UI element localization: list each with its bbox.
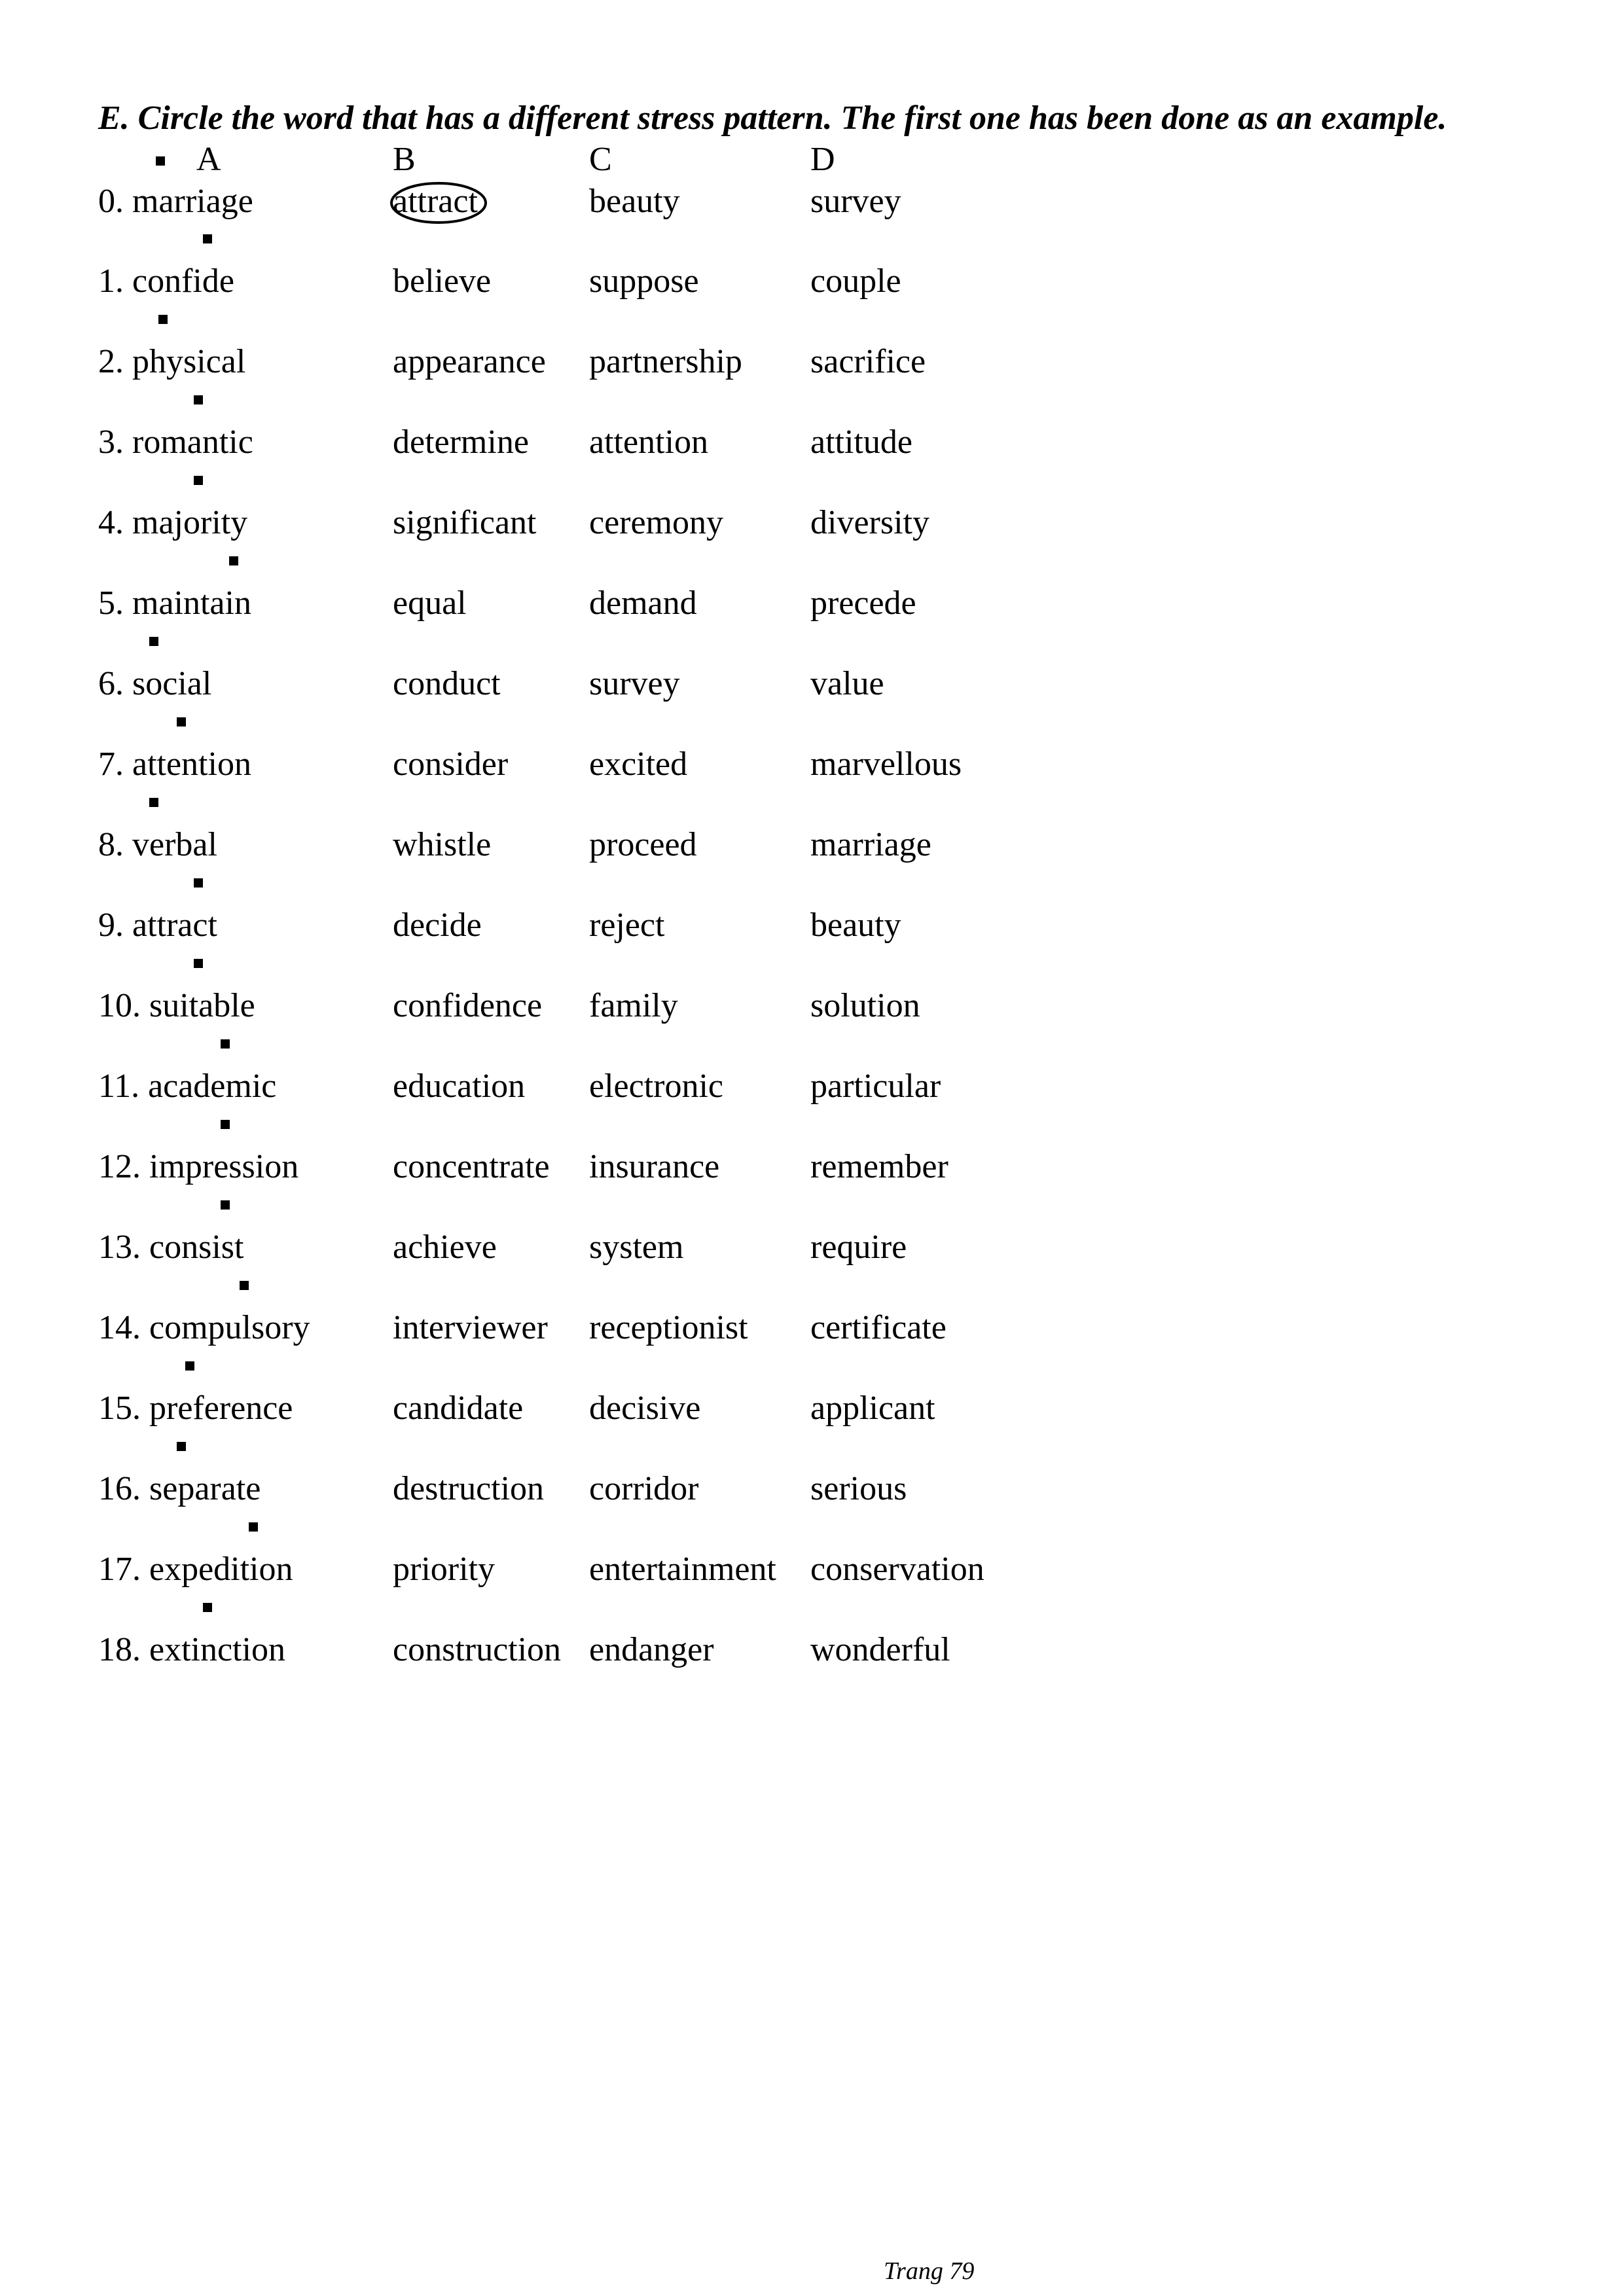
stress-mark-bullet [156,156,165,166]
stress-mark-bullet [158,315,168,324]
option-a[interactable]: 3. romantic [98,423,253,461]
example-row [0,182,1624,221]
question-row [0,664,1624,704]
option-a[interactable]: 7. attention [98,745,251,783]
option-c[interactable]: partnership [589,343,742,380]
circle-mark-icon [389,181,491,225]
question-row [0,342,1624,382]
option-d[interactable]: wonderful [810,1631,950,1668]
option-c[interactable]: reject [589,906,665,944]
option-c[interactable]: entertainment [589,1551,776,1588]
option-b[interactable]: equal [393,584,467,622]
option-a[interactable]: 12. impression [98,1148,299,1185]
option-b[interactable]: education [393,1067,526,1105]
option-d[interactable]: attitude [810,423,912,461]
option-b[interactable]: conduct [393,665,501,702]
option-c[interactable]: attention [589,423,708,461]
option-b[interactable]: candidate [393,1390,524,1427]
question-row [0,825,1624,865]
stress-mark-bullet [194,395,203,404]
option-c[interactable]: family [589,987,678,1024]
option-c[interactable]: receptionist [589,1309,748,1346]
stress-mark-bullet [185,1361,194,1371]
question-row [0,1630,1624,1670]
question-row [0,503,1624,543]
option-c[interactable]: system [589,1229,684,1266]
stress-mark-bullet [194,476,203,485]
option-b[interactable]: believe [393,262,492,300]
option-b[interactable]: significant [393,504,537,541]
option-b[interactable]: determine [393,423,529,461]
column-header-c: C [589,141,612,178]
stress-mark-bullet [177,717,186,726]
option-a[interactable]: 11. academic [98,1067,277,1105]
question-row [0,423,1624,462]
question-row [0,1067,1624,1106]
circled-answer [393,182,478,221]
option-c[interactable]: ceremony [589,504,724,541]
option-d[interactable]: survey [810,183,901,220]
option-b[interactable]: decide [393,906,482,944]
question-row [0,584,1624,623]
stress-mark-bullet [177,1442,186,1451]
page-number: Trang 79 [884,2257,975,2285]
option-c[interactable]: decisive [589,1390,701,1427]
option-b[interactable]: achieve [393,1229,497,1266]
option-b[interactable]: whistle [393,826,492,863]
option-a[interactable]: 10. suitable [98,987,255,1024]
option-a[interactable]: 14. compulsory [98,1309,310,1346]
option-d[interactable]: certificate [810,1309,947,1346]
question-row [0,986,1624,1026]
option-d[interactable]: marvellous [810,745,962,783]
option-c[interactable]: endanger [589,1631,714,1668]
option-c[interactable]: electronic [589,1067,723,1105]
option-d[interactable]: couple [810,262,901,300]
option-b[interactable]: priority [393,1551,495,1588]
option-b-circled[interactable] [393,182,478,221]
column-header-d: D [810,141,835,178]
option-a[interactable]: 13. consist [98,1229,244,1266]
option-d[interactable]: diversity [810,504,929,541]
option-a[interactable]: 17. expedition [98,1551,293,1588]
column-header-row [0,140,1624,179]
option-a[interactable]: 2. physical [98,343,246,380]
option-d[interactable]: remember [810,1148,948,1185]
question-row [0,262,1624,301]
option-d[interactable]: applicant [810,1390,935,1427]
option-a[interactable]: 9. attract [98,906,217,944]
stress-mark-bullet [203,1603,212,1612]
option-b[interactable]: destruction [393,1470,545,1507]
option-a[interactable]: 16. separate [98,1470,261,1507]
option-b[interactable]: construction [393,1631,562,1668]
option-d[interactable]: require [810,1229,907,1266]
option-a[interactable]: 6. social [98,665,212,702]
question-row [0,1228,1624,1267]
question-row [0,745,1624,784]
option-c[interactable]: excited [589,745,688,783]
option-d[interactable]: solution [810,987,920,1024]
question-row [0,1308,1624,1348]
stress-mark-bullet [221,1120,230,1129]
option-b[interactable]: interviewer [393,1309,548,1346]
option-a[interactable]: 4. majority [98,504,248,541]
option-d[interactable]: conservation [810,1551,984,1588]
option-a[interactable]: 5. maintain [98,584,251,622]
option-d[interactable]: serious [810,1470,907,1507]
option-b[interactable]: consider [393,745,509,783]
option-b-label: attract [393,183,478,220]
option-c[interactable]: survey [589,665,680,702]
question-row [0,1147,1624,1187]
option-a[interactable]: 15. preference [98,1390,293,1427]
option-b[interactable]: appearance [393,343,546,380]
stress-mark-bullet [221,1039,230,1049]
option-c[interactable]: suppose [589,262,699,300]
option-d[interactable]: precede [810,584,916,622]
stress-mark-bullet [203,234,212,243]
stress-mark-bullet [221,1200,230,1210]
column-header-a: A [196,141,221,178]
question-row [0,1469,1624,1509]
option-a[interactable]: 0. marriage [98,183,253,220]
option-b[interactable]: confidence [393,987,543,1024]
option-a[interactable]: 1. confide [98,262,234,300]
option-d[interactable]: marriage [810,826,931,863]
option-c[interactable]: beauty [589,183,680,220]
option-c[interactable]: corridor [589,1470,699,1507]
stress-mark-bullet [249,1522,258,1532]
stress-mark-bullet [240,1281,249,1290]
option-b[interactable]: concentrate [393,1148,550,1185]
option-c[interactable]: insurance [589,1148,720,1185]
question-row [0,1389,1624,1428]
stress-mark-bullet [229,556,238,565]
option-d[interactable]: particular [810,1067,941,1105]
exercise-instruction: E. Circle the word that has a different stress pattern. The first one has been done as an example. [98,99,1447,137]
stress-mark-bullet [149,798,158,807]
option-d[interactable]: value [810,665,884,702]
column-header-b: B [393,141,416,178]
option-c[interactable]: demand [589,584,697,622]
stress-mark-bullet [194,959,203,968]
option-a[interactable]: 8. verbal [98,826,217,863]
option-c[interactable]: proceed [589,826,697,863]
stress-mark-bullet [149,637,158,646]
option-a[interactable]: 18. extinction [98,1631,285,1668]
stress-mark-bullet [194,878,203,888]
question-row [0,1550,1624,1589]
option-d[interactable]: sacrifice [810,343,926,380]
option-d[interactable]: beauty [810,906,901,944]
question-row [0,906,1624,945]
